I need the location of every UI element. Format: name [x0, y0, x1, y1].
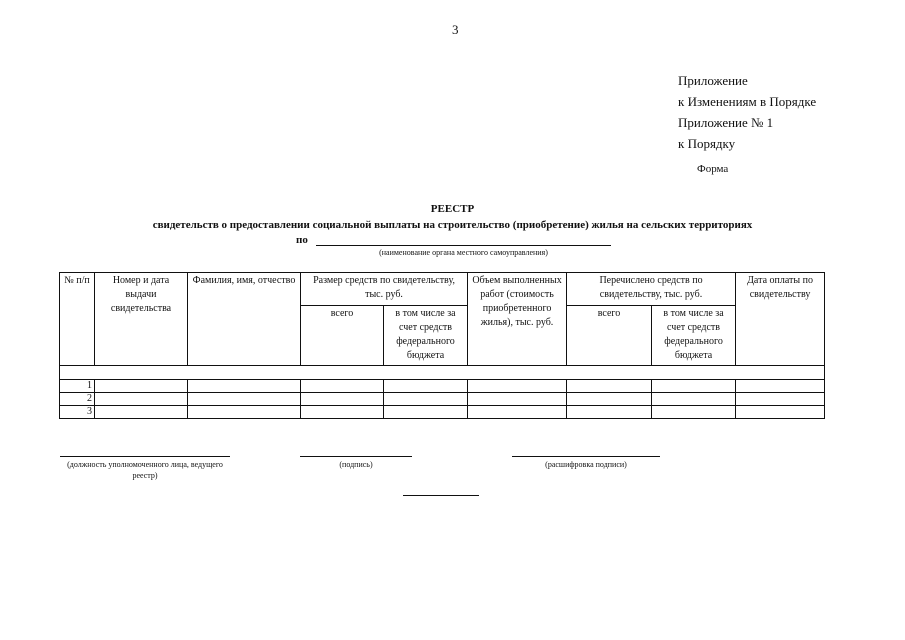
header-transferred: Перечислено средств по свидетельству, тыс. руб. [567, 273, 736, 306]
page-number: 3 [452, 22, 459, 37]
table-cell [95, 393, 188, 406]
appendix-line-2: к Изменениям в Порядке [678, 94, 817, 109]
decoding-caption: (расшифровка подписи) [545, 460, 627, 469]
table-cell [301, 393, 384, 406]
appendix-line-4: к Порядку [678, 136, 736, 151]
table-cell [652, 380, 736, 393]
row-number: 2 [60, 393, 95, 406]
header-transferred-federal: в том числе за счет средств федерального бюджета [652, 306, 736, 366]
table-cell [95, 380, 188, 393]
header-volume: Объем выполненных работ (стоимость приобретенного жилья), тыс. руб. [468, 273, 567, 366]
table-cell [301, 380, 384, 393]
header-num: № п/п [60, 273, 95, 366]
table-cell [652, 393, 736, 406]
table-cell [301, 406, 384, 419]
header-row-1 [60, 273, 825, 306]
table-cell [736, 393, 825, 406]
bottom-divider [403, 495, 479, 496]
position-caption: (должность уполномоченного лица, ведущего реестр) [67, 460, 223, 480]
header-number-date: Номер и дата выдачи свидетельства [95, 273, 188, 366]
table-cell [384, 406, 468, 419]
table-cell [567, 380, 652, 393]
authority-caption: (наименование органа местного самоуправления) [379, 248, 548, 257]
table-cell [384, 380, 468, 393]
appendix-block [678, 70, 816, 154]
authority-name-line [316, 245, 611, 246]
table-cell [736, 406, 825, 419]
po-label: по [296, 234, 308, 246]
signature-line [300, 456, 412, 457]
table-cell [95, 406, 188, 419]
header-size: Размер средств по свидетельству, тыс. руб. [301, 273, 468, 306]
table-cell [567, 406, 652, 419]
header-size-federal: в том числе за счет средств федерального бюджета [384, 306, 468, 366]
table-cell [468, 380, 567, 393]
decoding-signature-line [512, 456, 660, 457]
table-cell [652, 406, 736, 419]
spacer-cell [60, 366, 825, 380]
table-cell [188, 380, 301, 393]
document-title: РЕЕСТР [430, 203, 475, 215]
table-cell [468, 393, 567, 406]
header-fio: Фамилия, имя, отчество [188, 273, 301, 366]
table-row [60, 393, 825, 406]
table-cell [384, 393, 468, 406]
table-row [60, 380, 825, 393]
registry-table [59, 272, 825, 419]
appendix-line-1: Приложение [678, 73, 748, 88]
table-cell [468, 406, 567, 419]
table-cell [188, 393, 301, 406]
header-payment-date: Дата оплаты по свидетельству [736, 273, 825, 366]
form-label: Форма [697, 163, 729, 175]
signature-caption: (подпись) [339, 460, 373, 469]
document-subtitle: свидетельств о предоставлении социальной выплаты на строительство (приобретение) жилья на сельских территориях [152, 219, 753, 231]
position-signature-line [60, 456, 230, 457]
row-number: 1 [60, 380, 95, 393]
table-cell [567, 393, 652, 406]
table-cell [188, 406, 301, 419]
header-transferred-total: всего [567, 306, 652, 366]
appendix-line-3: Приложение № 1 [678, 115, 774, 130]
spacer-row [60, 366, 825, 380]
header-size-total: всего [301, 306, 384, 366]
table-row [60, 406, 825, 419]
table-cell [736, 380, 825, 393]
row-number: 3 [60, 406, 95, 419]
